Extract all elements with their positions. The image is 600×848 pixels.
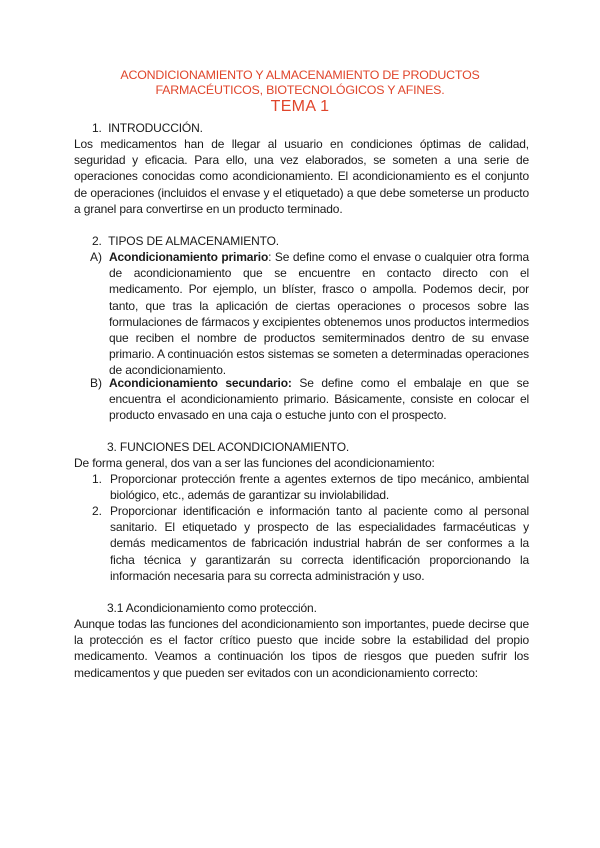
section-1-paragraph: Los medicamentos han de llegar al usuario en condiciones óptimas de calidad, seguridad y eficacia. Para ello, una vez elaborados, se someten a una serie de operaciones conocidas como acondicionamiento. El acondicionamiento es el conjunto de operaciones (incluidos el envase y el etiquetado) a que debe someterse un producto a granel para convertirse en un producto terminado. (74, 137, 529, 216)
list-marker-a: A) (90, 250, 102, 264)
list-item-proteccion: Proporcionar protección frente a agentes externos de tipo mecánico, ambiental biológico, etc., además de garantizar su inviolabilidad. (110, 472, 529, 503)
section-1-heading: 1. INTRODUCCIÓN. (92, 121, 203, 135)
list-item-identificacion: Proporcionar identificación e información tanto al paciente como al personal sanitario. El etiquetado y prospecto de las especialidades farmacéuticas y demás medicamentos de fabricación industrial habrán de ser conformes a la ficha técnica y garantizarán su correcta identificación proporcionando la información necesaria para su correcta administración y uso. (110, 504, 529, 583)
list-item-primario (109, 249, 529, 379)
section-2-heading: 2. TIPOS DE ALMACENAMIENTO. (92, 234, 279, 248)
section-3-intro: De forma general, dos van a ser las funciones del acondicionamiento: (74, 456, 435, 470)
list-item-secundario (109, 375, 529, 424)
tema-heading: TEMA 1 (270, 98, 330, 115)
term-secundario: Acondicionamiento secundario: (109, 376, 292, 390)
document-title (60, 68, 540, 98)
text-secundario: Se define como el embalaje en que se encuentra el acondicionamiento primario. Básicamente, consiste en colocar el producto envasado en una caja o estuche junto con el prospecto. (109, 376, 530, 423)
title-line-1: ACONDICIONAMIENTO Y ALMACENAMIENTO DE PRODUCTOS (120, 68, 480, 82)
section-3-1-heading: 3.1 Acondicionamiento como protección. (107, 601, 317, 615)
section-3-heading: 3. FUNCIONES DEL ACONDICIONAMIENTO. (107, 440, 350, 454)
term-primario: Acondicionamiento primario (109, 250, 269, 264)
section-3-1-paragraph: Aunque todas las funciones del acondicionamiento son importantes, puede decirse que la protección es el factor crítico puesto que incide sobre la estabilidad del propio medicamento. Veamos a continuación los tipos de riesgos que pueden sufrir los medicamentos y que pueden ser evitados con un acondicionamiento correcto: (74, 617, 529, 680)
list-marker-b: B) (90, 376, 102, 390)
title-line-2: FARMACÉUTICOS, BIOTECNOLÓGICOS Y AFINES. (155, 83, 445, 97)
text-primario: : Se define como el envase o cualquier otra forma de acondicionamiento que se encuentre en contacto directo con el medicamento. Por ejemplo, un blíster, frasco o ampolla. Podemos decir, por tanto, que tras la aplicación de ciertas operaciones o procesos sobre las formulaciones de fármacos y excipientes obtenemos unos productos intermedios que reciben el nombre de productos semiterminados dentro de su envase primario. A continuación estos sistemas se someten a determinadas operaciones de acondicionamiento. (109, 250, 529, 378)
list-marker-2: 2. (92, 504, 103, 518)
list-marker-1: 1. (92, 472, 103, 486)
